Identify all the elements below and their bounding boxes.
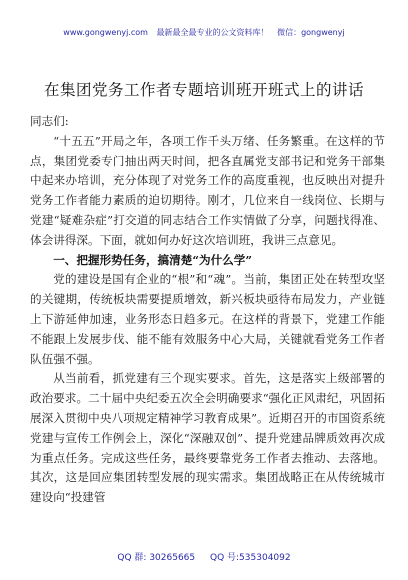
paragraph-party-building: 党的建设是国有企业的“根”和“魂”。当前，集团正处在转型攻坚的关键期，传统板块需要提质增效，新兴板块亟待布局发力，产业链上下游延伸加速，业务形态日趋多元。在这样的背景下，党建工作能不能跟上发展步伐、能不能有效服务中心大局，关键就看党务工作者队伍强不强。 — [30, 272, 385, 366]
section-heading-1: 一、把握形势任务，搞清楚“为什么学” — [53, 252, 253, 267]
contact-footer — [0, 550, 408, 563]
qq-group: QQ 群: 30265665 — [117, 553, 196, 563]
site-url-link[interactable]: www.gongwenyj.com — [63, 28, 148, 37]
paragraph-opening: “十五五”开局之年，各项工作千头万绪、任务繁重。在这样的节点，集团党委专门抽出两天时间，把各直属党支部书记和党务干部集中起来办培训，充分体现了对党务工作的高度重视，也反映出对提升党务工作者能力素质的迫切期待。刚才，几位来自一线岗位、长期与党建“疑难杂症”打交道的同志结合工作实情做了分享，问题找得准、体会讲得深。下面，就如何办好这次培训班，我讲三点意见。 — [30, 133, 385, 247]
site-slogan: 最新最全最专业的公文资料库！ — [156, 28, 269, 37]
document-body — [30, 112, 385, 508]
document-title: 在集团党务工作者专题培训班开班式上的讲话 — [43, 81, 364, 99]
paragraph-requirements: 从当前看，抓党建有三个现实要求。首先，这是落实上级部署的政治要求。二十届中央纪委五次全会明确要求“强化正风肃纪，巩固拓展深入贯彻中央八项规定精神学习教育成果”。近期召开的市国资系统党建与宣传工作例会上，深化“深融双创”、提升党建品牌质效再次成为重点任务。完成这些任务，最终要靠党务工作者去推动、去落地。其次，这是回应集团转型发展的现实需求。集团战略正在从传统城市建设向“投建管 — [30, 371, 385, 505]
wechat-contact: 微信：gongwenyj — [277, 28, 345, 37]
site-header-banner — [0, 27, 408, 38]
salutation: 同志们: — [30, 114, 69, 128]
qq-number: QQ 号:535304092 — [210, 553, 291, 563]
